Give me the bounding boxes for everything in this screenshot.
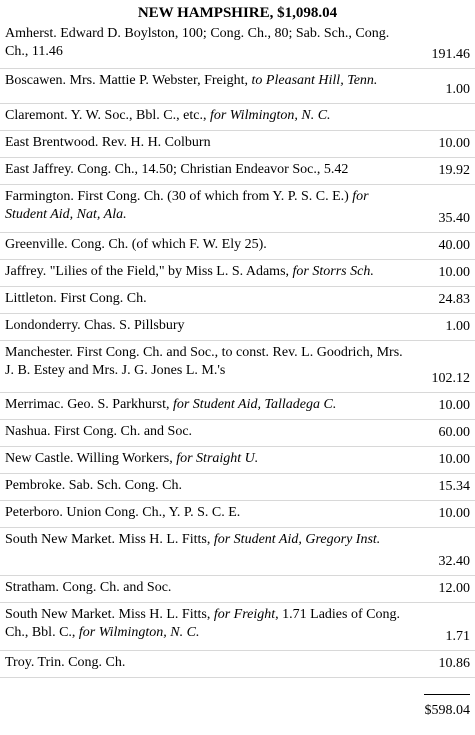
entry-description bbox=[5, 188, 405, 224]
list-item bbox=[0, 528, 475, 576]
entry-destination: for Wilmington, N. C. bbox=[78, 625, 200, 640]
entry-destination: for Wilmington, N. C. bbox=[209, 108, 331, 123]
list-item bbox=[0, 603, 475, 651]
entry-description bbox=[5, 477, 405, 495]
entry-description bbox=[5, 290, 405, 308]
entry-amount: 35.40 bbox=[438, 211, 470, 226]
list-item bbox=[0, 501, 475, 528]
entry-destination: for Storrs Sch. bbox=[292, 264, 374, 279]
entry-text: Troy. Trin. Cong. Ch. bbox=[5, 655, 126, 670]
entry-text: Peterboro. Union Cong. Ch., Y. P. S. C. E. bbox=[5, 505, 241, 520]
entry-text: Amherst. Edward D. Boylston, 100; Cong. Ch., 80; Sab. Sch., Cong. Ch., 11.46 bbox=[5, 26, 390, 59]
entry-destination: for Freight bbox=[213, 607, 276, 622]
entry-description bbox=[5, 344, 405, 380]
entry-destination: for Student Aid, Nat, Ala. bbox=[5, 189, 369, 222]
entry-text: Boscawen. Mrs. Mattie P. Webster, Freight, bbox=[5, 73, 252, 88]
entry-amount: 10.00 bbox=[438, 506, 470, 521]
entry-text: Nashua. First Cong. Ch. and Soc. bbox=[5, 424, 193, 439]
entry-amount: 10.00 bbox=[438, 136, 470, 151]
entry-destination: for Straight U. bbox=[176, 451, 259, 466]
total-amount: $598.04 bbox=[424, 703, 470, 718]
entries-list bbox=[0, 22, 475, 678]
list-item bbox=[0, 260, 475, 287]
entry-description bbox=[5, 531, 405, 549]
list-item bbox=[0, 420, 475, 447]
entry-amount: 10.00 bbox=[438, 452, 470, 467]
entry-text: New Castle. Willing Workers, bbox=[5, 451, 177, 466]
entry-text: Claremont. Y. W. Soc., Bbl. C., etc., bbox=[5, 108, 210, 123]
list-item bbox=[0, 447, 475, 474]
total-rule bbox=[424, 694, 470, 695]
entry-description bbox=[5, 236, 405, 254]
list-item bbox=[0, 314, 475, 341]
entry-text: Farmington. First Cong. Ch. (30 of which from Y. P. S. C. E.) bbox=[5, 189, 353, 204]
entry-description bbox=[5, 263, 405, 281]
entry-amount: 10.00 bbox=[438, 265, 470, 280]
entry-description bbox=[5, 134, 405, 152]
entry-description bbox=[5, 107, 405, 125]
list-item bbox=[0, 69, 475, 104]
entry-description bbox=[5, 161, 405, 179]
entry-text: Jaffrey. "Lilies of the Field," by Miss L. S. Adams, bbox=[5, 264, 293, 279]
entry-destination: for Student Aid, Talladega C. bbox=[172, 397, 337, 412]
entry-description bbox=[5, 606, 405, 642]
list-item bbox=[0, 233, 475, 260]
entry-amount: 1.00 bbox=[445, 319, 470, 334]
entry-amount: 19.92 bbox=[438, 163, 470, 178]
list-item bbox=[0, 22, 475, 69]
entry-description bbox=[5, 72, 405, 90]
list-item bbox=[0, 131, 475, 158]
list-item bbox=[0, 185, 475, 233]
list-item bbox=[0, 474, 475, 501]
list-item bbox=[0, 393, 475, 420]
entry-destination: for Student Aid, Gregory Inst. bbox=[213, 532, 381, 547]
entry-description bbox=[5, 317, 405, 335]
entry-amount: 1.00 bbox=[445, 82, 470, 97]
entry-description bbox=[5, 654, 405, 672]
list-item bbox=[0, 104, 475, 131]
entry-description bbox=[5, 25, 405, 61]
entry-text: Stratham. Cong. Ch. and Soc. bbox=[5, 580, 172, 595]
entry-text: Pembroke. Sab. Sch. Cong. Ch. bbox=[5, 478, 182, 493]
entry-description bbox=[5, 423, 405, 441]
entry-description bbox=[5, 504, 405, 522]
entry-amount: 191.46 bbox=[431, 47, 470, 62]
entry-text: Littleton. First Cong. Ch. bbox=[5, 291, 147, 306]
entry-text: Merrimac. Geo. S. Parkhurst, bbox=[5, 397, 173, 412]
entry-amount: 102.12 bbox=[431, 371, 470, 386]
list-item bbox=[0, 341, 475, 393]
list-item bbox=[0, 651, 475, 678]
entry-amount: 60.00 bbox=[438, 425, 470, 440]
entry-amount: 15.34 bbox=[438, 479, 470, 494]
entry-amount: 32.40 bbox=[438, 554, 470, 569]
entry-amount: 10.86 bbox=[438, 656, 470, 671]
entry-text: Manchester. First Cong. Ch. and Soc., to const. Rev. L. Goodrich, Mrs. J. B. Estey and Mrs. J. G. Jones L. M.'s bbox=[5, 345, 403, 378]
entry-amount: 40.00 bbox=[438, 238, 470, 253]
entry-description bbox=[5, 396, 405, 414]
entry-text-continued: , 1.71 Ladies of Cong. Ch., Bbl. C., bbox=[5, 607, 400, 640]
entry-amount: 1.71 bbox=[445, 629, 470, 644]
entry-amount: 12.00 bbox=[438, 581, 470, 596]
list-item bbox=[0, 576, 475, 603]
entry-text: East Jaffrey. Cong. Ch., 14.50; Christian Endeavor Soc., 5.42 bbox=[5, 162, 349, 177]
entry-text: South New Market. Miss H. L. Fitts, bbox=[5, 532, 214, 547]
entry-text: Londonderry. Chas. S. Pillsbury bbox=[5, 318, 185, 333]
list-item bbox=[0, 158, 475, 185]
entry-amount: 10.00 bbox=[438, 398, 470, 413]
page-heading: NEW HAMPSHIRE, $1,098.04 bbox=[137, 5, 338, 21]
entry-description bbox=[5, 579, 405, 597]
entry-destination: to Pleasant Hill, Tenn. bbox=[251, 73, 378, 88]
entry-text: South New Market. Miss H. L. Fitts, bbox=[5, 607, 214, 622]
entry-amount: 24.83 bbox=[438, 292, 470, 307]
entry-text: Greenville. Cong. Ch. (of which F. W. Ely 25). bbox=[5, 237, 267, 252]
list-item bbox=[0, 287, 475, 314]
entry-description bbox=[5, 450, 405, 468]
entry-text: East Brentwood. Rev. H. H. Colburn bbox=[5, 135, 211, 150]
